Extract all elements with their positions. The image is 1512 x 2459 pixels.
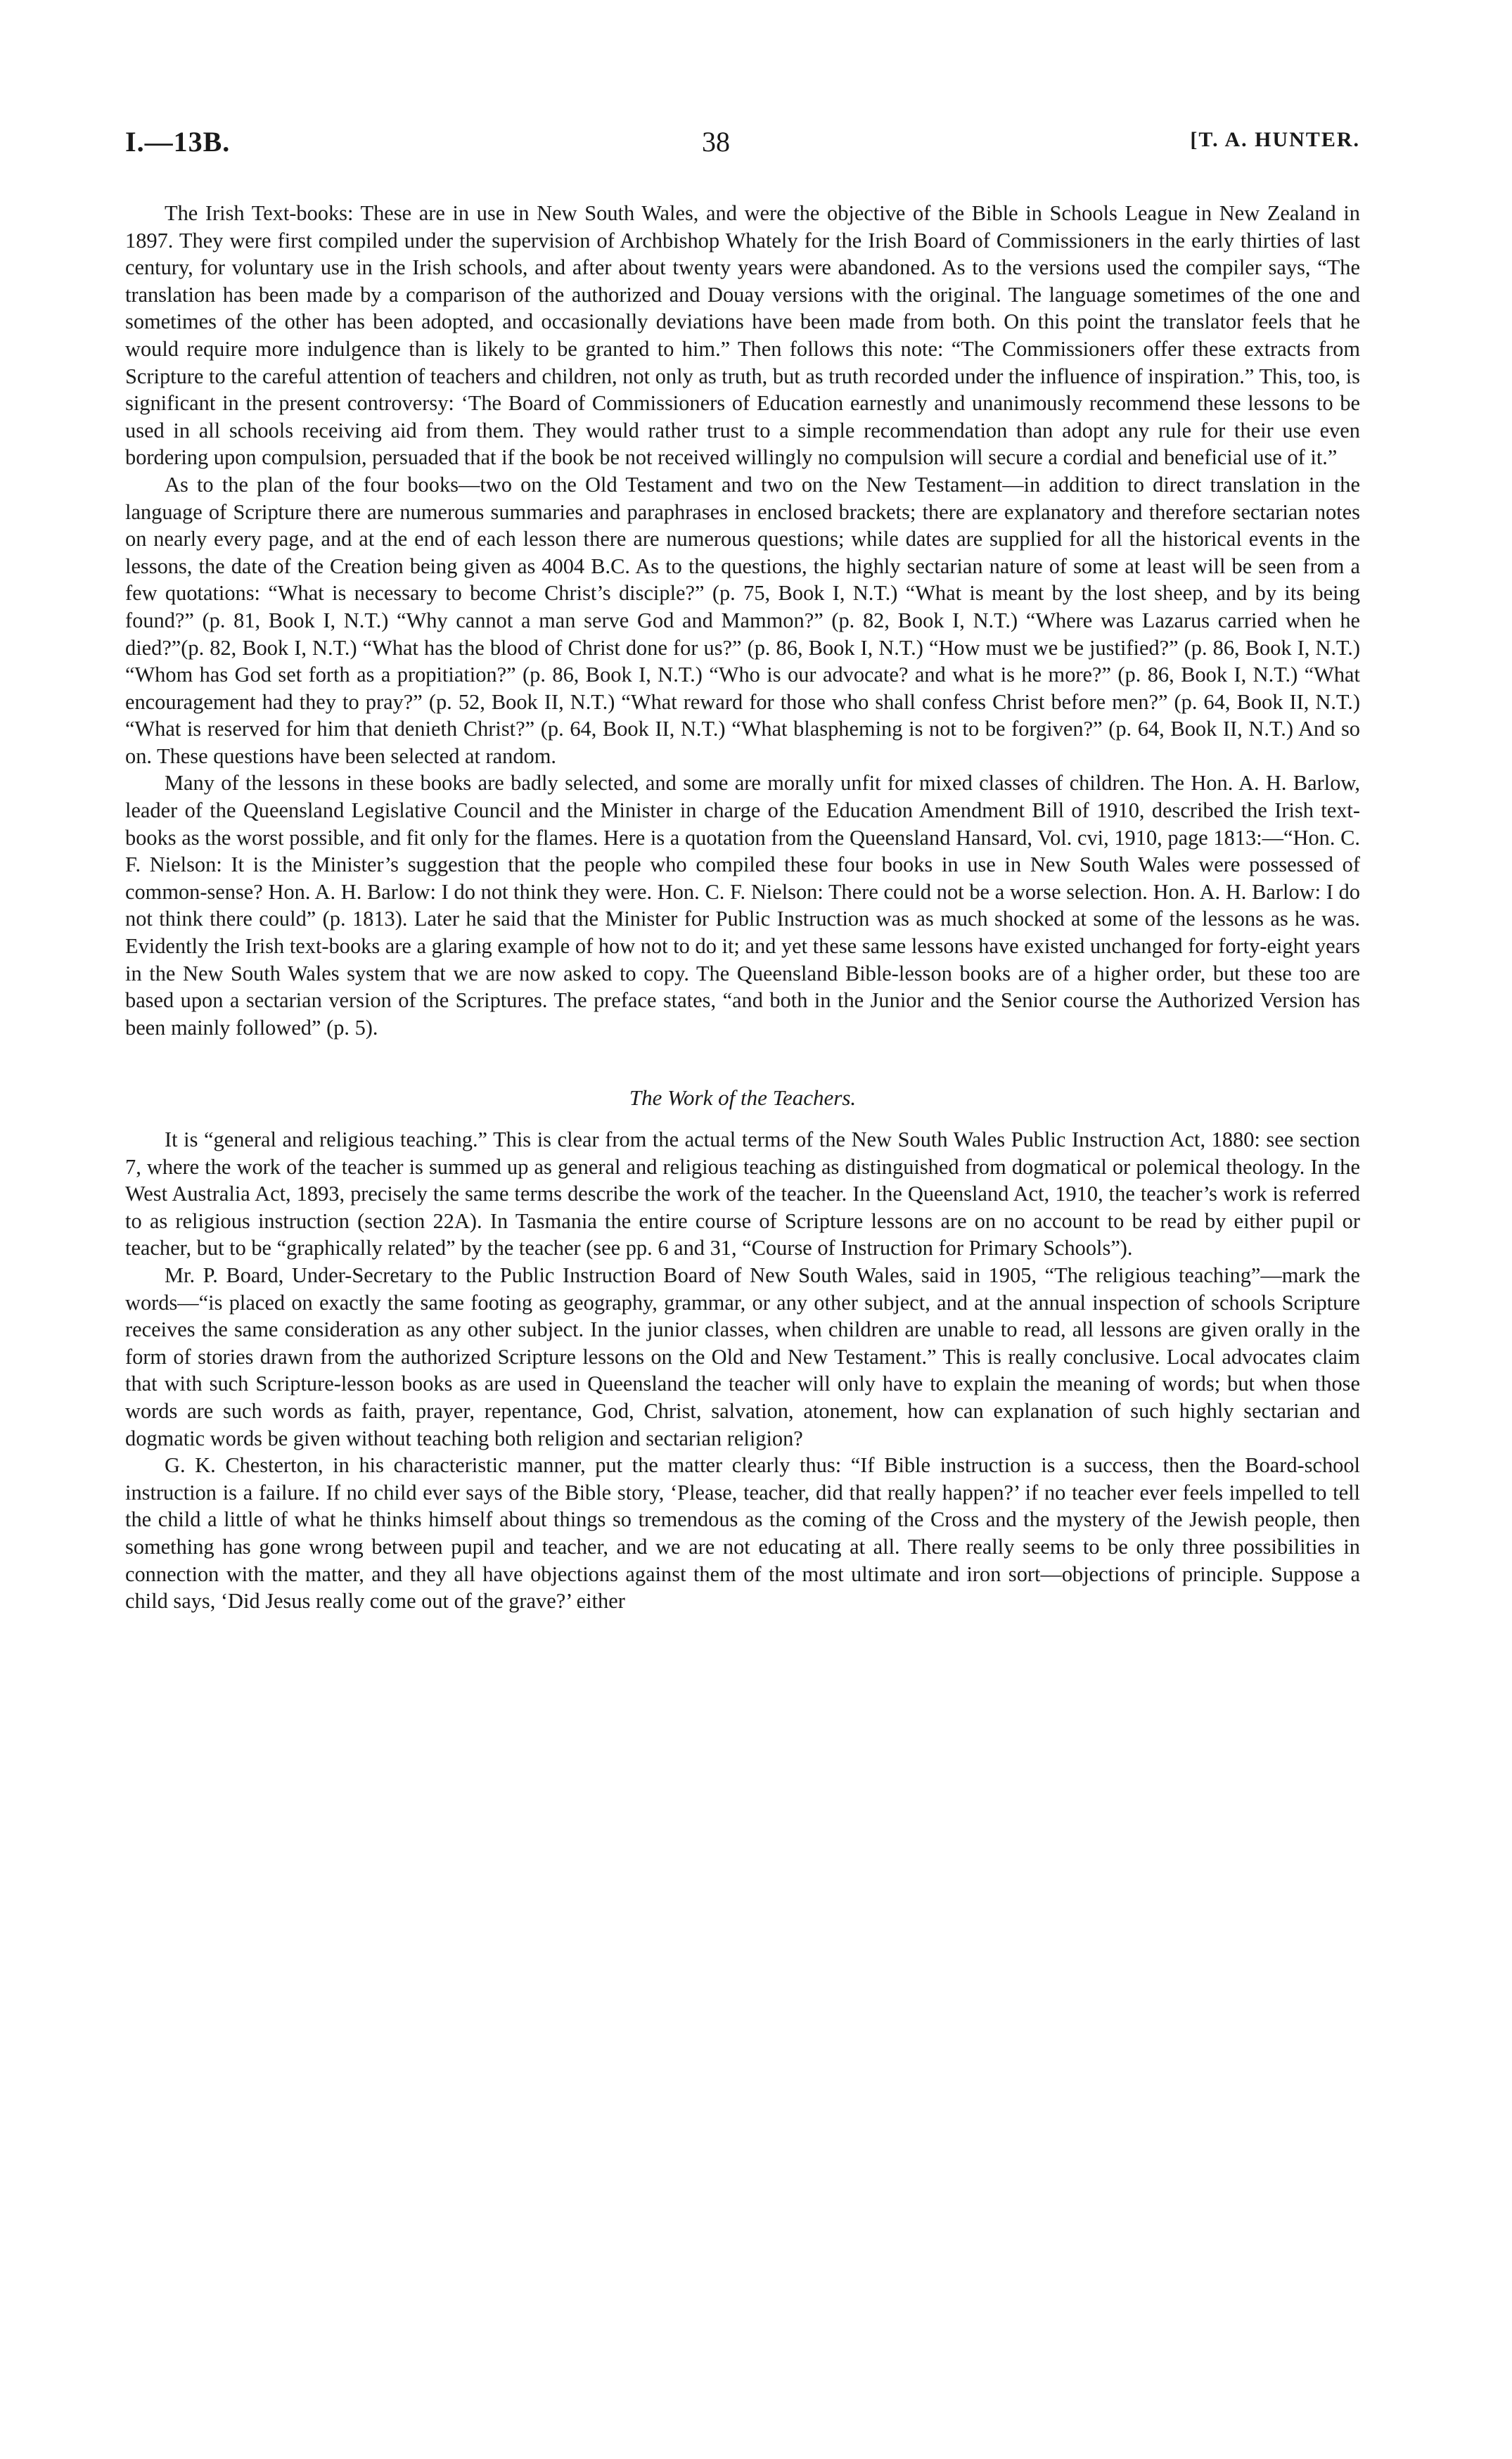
paragraph-plan-of-books: As to the plan of the four books—two on the Old Testament and two on the New Testament—in addition to direct translation in the language of Scripture there are numerous summaries and paraphrases in enclosed brackets; there are explanatory and therefore sectarian notes on nearly every page, and at the end of each lesson there are numerous questions; while dates are supplied for all the historical events in the lessons, the date of the Creation being given as 4004 B.C. As to the questions, the highly sectarian nature of some at least will be seen from a few quotations: “What is necessary to become Christ’s disciple?” (p. 75, Book I, N.T.) “What is meant by the lost sheep, and by its being found?” (p. 81, Book I, N.T.) “Why cannot a man serve God and Mammon?” (p. 82, Book I, N.T.) “Where was Lazarus carried when he died?”(p. 82, Book I, N.T.) “What has the blood of Christ done for us?” (p. 86, Book I, N.T.) “How must we be justified?” (p. 86, Book I, N.T.) “Whom has God set forth as a propitiation?” (p. 86, Book I, N.T.) “Who is our advocate? and what is he more?” (p. 86, Book I, N.T.) “What encouragement had they to pray?” (p. 52, Book II, N.T.) “What reward for those who shall confess Christ before men?” (p. 64, Book II, N.T.) “What is reserved for him that denieth Christ?” (p. 64, Book II, N.T.) “What blaspheming is not to be forgiven?” (p. 64, Book II, N.T.) And so on. These questions have been selected at random.	[125, 472, 1360, 768]
witness-name: [T. A. HUNTER.	[1190, 128, 1360, 151]
paragraph-mr-board: Mr. P. Board, Under-Secretary to the Public Instruction Board of New South Wales, said in 1905, “The religious teaching”—mark the words—“is placed on exactly the same footing as geography, grammar, or any other subject, and at the annual inspection of schools Scripture receives the same consideration as any other subject. In the junior classes, when children are unable to read, all lessons are given orally in the form of stories drawn from the authorized Scripture lessons on the Old and New Testament.” This is really conclusive. Local advocates claim that with such Scripture-lesson books as are used in Queensland the teacher will only have to explain the meaning of words; but when those words are such words as faith, prayer, repentance, God, Christ, salvation, atonement, how can explanation of such highly sectarian and dogmatic words be given without teaching both religion and sectarian religion?	[125, 1263, 1360, 1450]
section-heading: The Work of the Teachers.	[629, 1085, 857, 1111]
paragraph-chesterton: G. K. Chesterton, in his characteristic manner, put the matter clearly thus: “If Bible instruction is a success, then the Board-school instruction is a failure. If no child ever says of the Bible story, ‘Please, teacher, did that really happen?’ if no teacher ever feels impelled to tell the child a little of what he thinks himself about things so tremendous as the coming of the Cross and the mystery of the Jewish people, then something has gone wrong between pupil and teacher, and we are not educating at all. There really seems to be only three possibilities in connection with the matter, and they all have objections against them of the most ultimate and iron sort—objections of principle. Suppose a child says, ‘Did Jesus really come out of the grave?’ either	[125, 1453, 1360, 1614]
page-number: 38	[702, 126, 730, 158]
document-page	[125, 125, 1360, 1615]
paragraph-irish-text-books: The Irish Text-books: These are in use in New South Wales, and were the objective of the Bible in Schools League in New Zealand in 1897. They were first compiled under the supervision of Archbishop Whately for the Irish Board of Commissioners in the early thirties of last century, for voluntary use in the Irish schools, and after about twenty years were abandoned. As to the versions used the compiler says, “The translation has been made by a comparison of the authorized and Douay versions with the original. The language sometimes of the one and sometimes of the other has been adopted, and occasionally deviations have been made from both. On this point the translator feels that he would require more indulgence than is likely to be granted to him.” Then follows this note: “The Commissioners offer these extracts from Scripture to the careful attention of teachers and children, not only as truth, but as truth recorded under the influence of inspiration.” This, too, is significant in the present controversy: ‘The Board of Commissioners of Education earnestly and unanimously recommend these lessons to be used in all schools receiving aid from them. They would rather trust to a simple recommendation than adopt any rule for their use even bordering upon compulsion, persuaded that if the book be not received willingly no compulsion will secure a cordial and beneficial use of it.”	[125, 201, 1360, 470]
paragraph-lessons-badly-selected: Many of the lessons in these books are badly selected, and some are morally unfit for mixed classes of children. The Hon. A. H. Barlow, leader of the Queensland Legislative Council and the Minister in charge of the Education Amendment Bill of 1910, described the Irish text-books as the worst possible, and fit only for the flames. Here is a quotation from the Queensland Hansard, Vol. cvi, 1910, page 1813:—“Hon. C. F. Nielson: It is the Minister’s suggestion that the people who compiled these four books in use in New South Wales were possessed of common-sense? Hon. A. H. Barlow: I do not think they were. Hon. C. F. Nielson: There could not be a worse selection. Hon. A. H. Barlow: I do not think there could” (p. 1813). Later he said that the Minister for Public Instruction was as much shocked at some of the lessons as he was. Evidently the Irish text-books are a glaring example of how not to do it; and yet these same lessons have existed unchanged for forty-eight years in the New South Wales system that we are now asked to copy. The Queensland Bible-lesson books are of a higher order, but these too are based upon a sectarian version of the Scriptures. The preface states, “and both in the Junior and the Senior course the Authorized Version has been mainly followed” (p. 5).	[125, 771, 1360, 1040]
page-header	[125, 125, 1360, 167]
body-text	[125, 200, 1360, 1615]
paper-reference: I.—13B.	[125, 126, 231, 158]
paragraph-general-religious-teaching: It is “general and religious teaching.” This is clear from the actual terms of the New South Wales Public Instruction Act, 1880: see section 7, where the work of the teacher is summed up as general and religious teaching as distinguished from dogmatical or polemical theology. In the West Australia Act, 1893, precisely the same terms describe the work of the teacher. In the Queensland Act, 1910, the teacher’s work is referred to as religious instruction (section 22A). In Tasmania the entire course of Scripture lessons are on no account to be read by either pupil or teacher, but to be “graphically related” by the teacher (see pp. 6 and 31, “Course of Instruction for Primary Schools”).	[125, 1128, 1360, 1260]
